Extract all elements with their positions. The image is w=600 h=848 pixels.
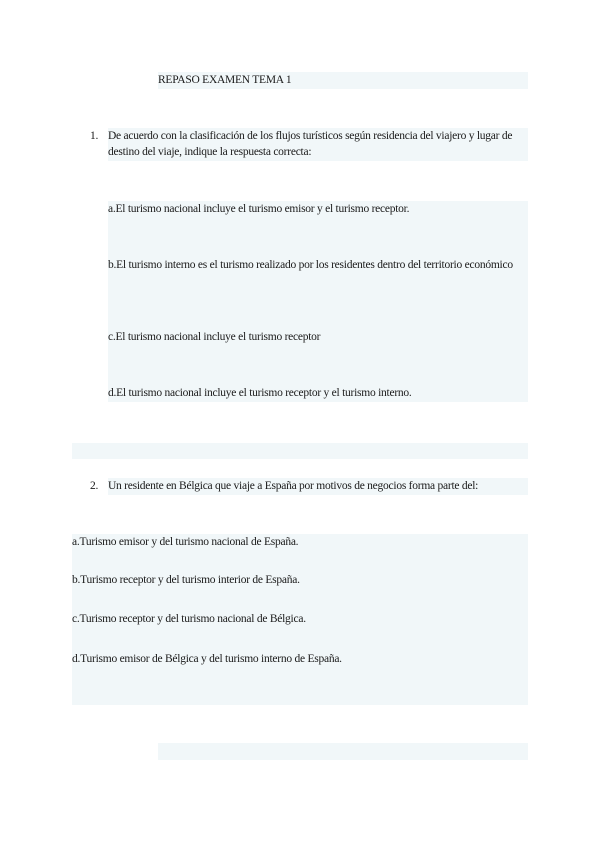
question-2-text: Un residente en Bélgica que viaje a España por motivos de negocios forma parte del: (108, 480, 479, 492)
question-2-option-a: a.Turismo emisor y del turismo nacional de España. (72, 536, 299, 548)
question-1-option-d: d.El turismo nacional incluye el turismo receptor y el turismo interno. (108, 387, 412, 399)
question-1-text: De acuerdo con la clasificación de los flujos turísticos según residencia del viajero y lugar de destino del viaje, indique la respuesta correcta: (108, 130, 513, 158)
question-1-option-c: c.El turismo nacional incluye el turismo receptor (108, 331, 321, 343)
question-1-number: 1. (90, 130, 99, 142)
question-1-option-a: a.El turismo nacional incluye el turismo emisor y el turismo receptor. (108, 203, 410, 215)
question-1-options-shade (108, 201, 528, 402)
question-2-number: 2. (90, 480, 99, 492)
spacer-shade (72, 443, 528, 459)
page-title: REPASO EXAMEN TEMA 1 (158, 74, 292, 86)
question-2-option-c: c.Turismo receptor y del turismo nacional de Bélgica. (72, 613, 306, 625)
spacer-shade-2 (72, 690, 528, 705)
question-1-option-b: b.El turismo interno es el turismo realizado por los residentes dentro del territorio económico (108, 259, 513, 271)
question-2-option-d: d.Turismo emisor de Bélgica y del turismo interno de España. (72, 653, 342, 665)
question-2-option-b: b.Turismo receptor y del turismo interior de España. (72, 574, 300, 586)
footer-shade (158, 743, 528, 760)
